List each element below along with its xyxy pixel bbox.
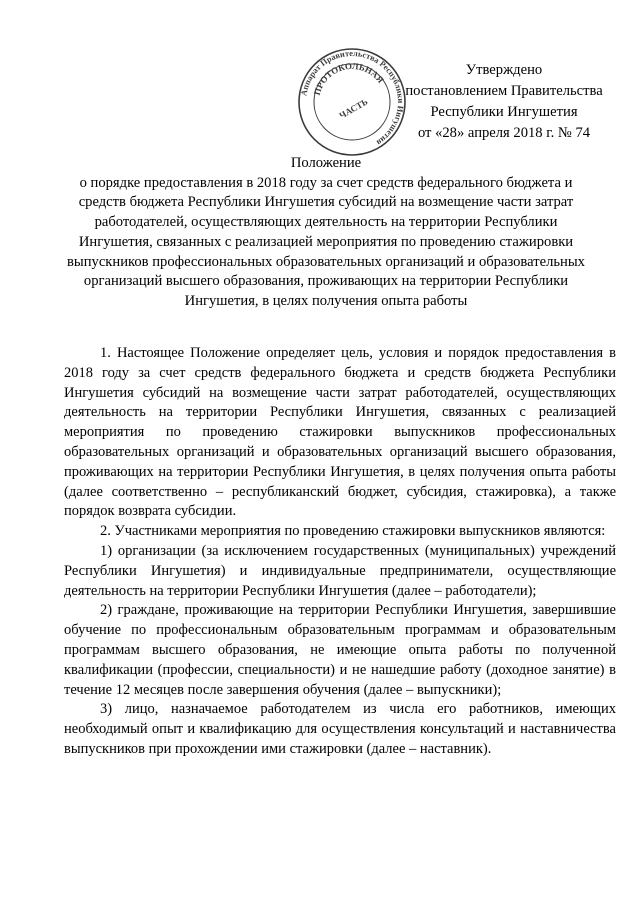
title-subtitle-line: средств бюджета Республики Ингушетия субсидий на возмещение части затрат — [78, 194, 574, 211]
paragraph-2-item-3: 3) лицо, назначаемое работодателем из числа его работников, имеющих необходимый опыт и квалификацию для осуществления консультаций и наставничества выпускников при прохождении ими стажировки (далее – наставник). — [64, 701, 616, 757]
paragraph-2-item-2: 2) граждане, проживающие на территории Республики Ингушетия, завершившие обучение по профессиональным образовательным программам и образовательным программам высшего образования, не имеющие опыта работы по полученной квалификации (профессии, специальности) и не нашедшие работу (доходное занятие) в течение 12 месяцев после завершения обучения (далее – выпускники); — [64, 602, 616, 698]
paragraph-2: 2. Участниками мероприятия по проведению стажировки выпускников являются: — [100, 523, 606, 540]
title-subtitle-line: о порядке предоставления в 2018 году за счет средств федерального бюджета и — [79, 174, 573, 191]
approval-date-number: от «28» апреля 2018 г. № 74 — [417, 125, 591, 141]
paragraph-1: 1. Настоящее Положение определяет цель, условия и порядок предоставления в 2018 году за счет средств федерального бюджета и средств бюджета Республики Ингушетия субсидий на возмещение части затрат работодателей, осуществляющих деятельность на территории Республики Ингушетия, связанных с реализацией мероприятия по проведению стажировки выпускников профессиональных образовательных организаций и образовательных организаций высшего образования, проживающих на территории Республики Ингушетия, в целях получения опыта работы (далее соответственно – республиканский бюджет, субсидия, стажировка), а также порядок возврата субсидии. — [64, 345, 616, 520]
title-subtitle-line: Ингушетия, в целях получения опыта работы — [184, 292, 468, 309]
approval-block — [384, 60, 624, 144]
stamp-inner-ring — [314, 64, 390, 140]
stamp-middle-text: ПРОТОКОЛЬНАЯ — [311, 60, 386, 97]
paragraph-2-item-1: 1) организации (за исключением государственных (муниципальных) учреждений Республики Ингушетия) и индивидуальные предприниматели, осуществляющие деятельность на территории Республики Ингушетия (далее – работодатели); — [64, 542, 616, 599]
title-subtitle-line: организаций высшего образования, проживающих на территории Республики — [83, 273, 569, 290]
title-heading: Положение — [290, 155, 362, 171]
approval-approved: Утверждено — [465, 62, 543, 78]
approval-republic: Республики Ингушетия — [430, 104, 578, 120]
title-subtitle-line: выпускников профессиональных образовательных организаций и образовательных — [67, 253, 585, 270]
title-subtitle-line: Ингушетия, связанных с реализацией мероприятия по проведению стажировки — [78, 233, 574, 250]
stamp-outer-text: Аппарат Правительства Республики Ингушетия — [299, 48, 406, 148]
approval-resolution: постановлением Правительства — [405, 83, 603, 99]
document-title — [56, 154, 596, 312]
stamp-inner-text: ЧАСТЬ — [337, 96, 370, 121]
title-subtitle-line: работодателей, осуществляющих деятельность на территории Республики — [94, 214, 558, 231]
document-body — [64, 344, 616, 760]
